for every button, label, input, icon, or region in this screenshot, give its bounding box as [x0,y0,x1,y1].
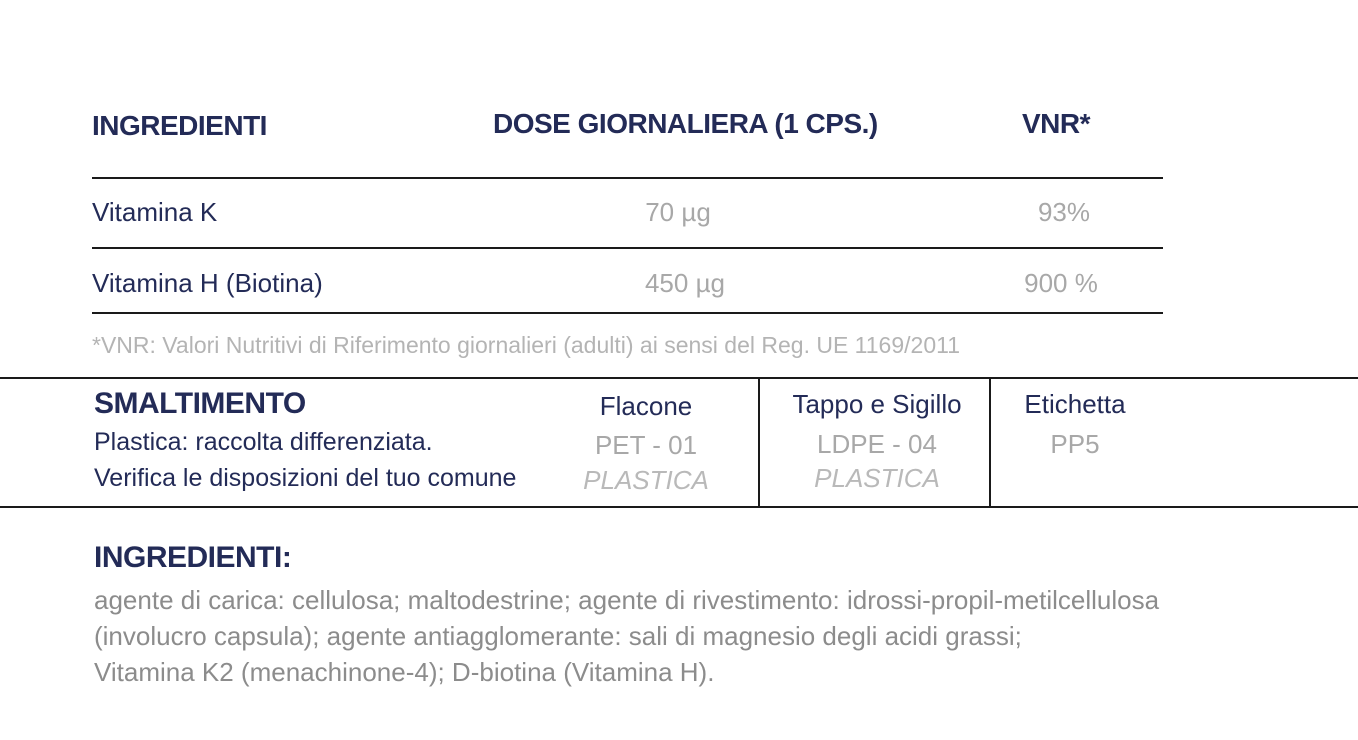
vnr-column-header: VNR* [1022,108,1091,139]
table-bottom-rule [92,312,1163,314]
ingredients-line-1: agente di carica: cellulosa; maltodestrine; agente di rivestimento: idrossi-propil-metilcellulosa [94,585,1160,615]
disposal-column-header: Flacone [599,391,693,421]
disposal-column-divider [989,378,991,508]
row-vnr-value: 93% [1037,197,1091,227]
table-top-rule [92,177,1163,179]
disposal-column-code: PP5 [1050,429,1100,459]
disposal-instruction-2: Verifica le disposizioni del tuo comune [94,464,517,492]
ingredients-column-header: INGREDIENTI [92,110,267,141]
disposal-instruction-1: Plastica: raccolta differenziata. [94,428,433,456]
row-ingredient-name: Vitamina K [92,197,218,227]
disposal-column-header: Etichetta [1024,389,1126,419]
disposal-title: SMALTIMENTO [94,387,306,420]
vnr-footnote: *VNR: Valori Nutritivi di Riferimento giornalieri (adulti) ai sensi del Reg. UE 1169/2011 [92,332,960,358]
row-dose-value: 450 µg [644,268,726,298]
disposal-column-divider [758,378,760,508]
dose-column-header: DOSE GIORNALIERA (1 CPS.) [493,108,878,139]
disposal-column-header: Tappo e Sigillo [792,389,962,419]
disposal-column-material: PLASTICA [814,463,940,493]
row-divider [92,247,1163,249]
disposal-column-code: LDPE - 04 [817,429,937,459]
row-ingredient-name: Vitamina H (Biotina) [92,268,323,298]
disposal-column-material: PLASTICA [583,465,709,495]
disposal-top-rule [0,377,1358,379]
ingredients-title: INGREDIENTI: [94,541,292,574]
disposal-column-code: PET - 01 [594,430,698,460]
ingredients-line-2: (involucro capsula); agente antiagglomerante: sali di magnesio degli acidi grassi; [94,621,1022,651]
row-dose-value: 70 µg [645,197,711,227]
disposal-bottom-rule [0,506,1358,508]
ingredients-line-3: Vitamina K2 (menachinone-4); D-biotina (Vitamina H). [94,657,715,687]
row-vnr-value: 900 % [1024,268,1098,298]
